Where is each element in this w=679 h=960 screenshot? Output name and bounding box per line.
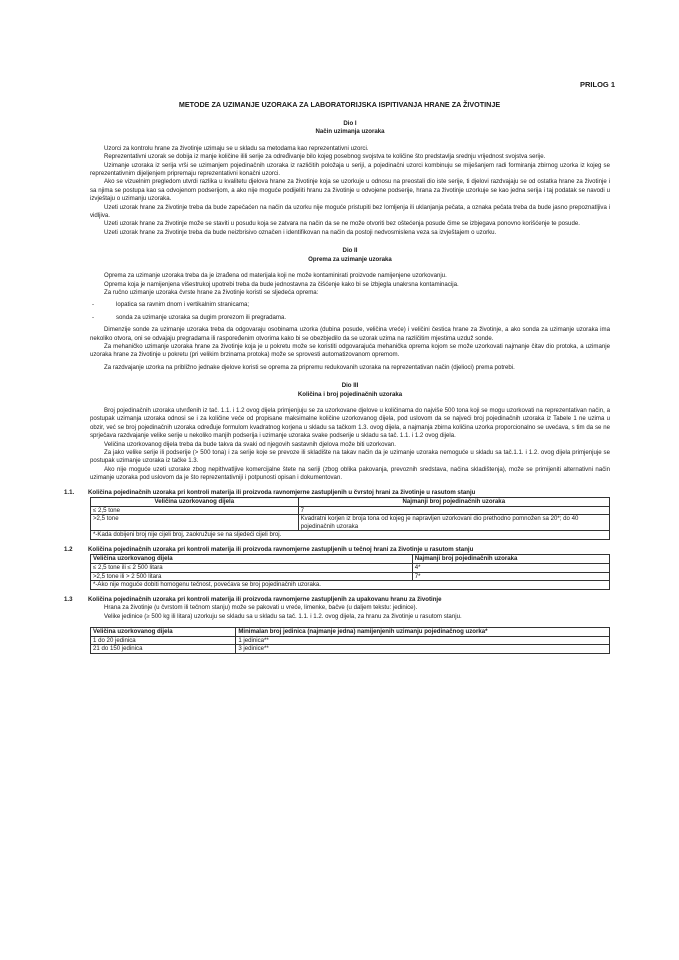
paragraph: Reprezentativni uzorak se dobija iz manje količine ilili serije za određivanje bilo kojeg posebnog svojstva te količine što predstavlja srednju vrijednost svojstva serije.	[104, 153, 546, 161]
table-row	[91, 531, 610, 540]
part1-subheading: Način uzimanja uzoraka	[315, 128, 385, 136]
paragraph: Za jako velike serije ili podserije (> 500 tona) i za serije koje se prevoze ili skladište na takav način da je uzimanje uzoraka nemoguće u skladu sa tač.1.1. i 1.2. ovog dijela primjenjuje se postupak uzimanje uzoraka iz tačke 1.3.	[90, 449, 610, 465]
part2-heading: Dio II	[342, 247, 358, 255]
paragraph: Za ručno uzimanje uzoraka čvrste hrane za životinje koristi se sljedeća oprema:	[104, 288, 319, 296]
table-row	[91, 572, 610, 581]
table-cell: 21 do 150 jedinica	[91, 645, 236, 654]
table-1-1	[90, 497, 610, 540]
paragraph: Uzeti uzorak hrane za životinje treba da bude zapečaćen na način da uzorku nije moguće pristupiti bez lomljenja ili uklanjanja pečata, a oznaka pečata treba da bude jasno prepoznatljiva i vidljiva.	[90, 203, 610, 220]
paragraph: Za mehaničko uzimanje uzoraka hrane za životinje koja je u pokretu može se koristiti odgovarajuća mehanička oprema kojom se može uzorkovati najmanje čitav dio protoka, a uzimanje uzoraka hrane za životinje u pokretu (pri velikim brzinama protoka) može se sprovesti automatizovanom opremom.	[90, 342, 610, 359]
paragraph: Uzeti uzorak hrane za životinje treba da bude neizbrisivo označen i identifikovan na način da postoji nedvosmislena veza sa izvještajem o uzorku.	[104, 228, 497, 236]
table-cell: ≤ 2,5 tone ili ≤ 2 500 litara	[91, 564, 413, 573]
table-row	[91, 506, 610, 515]
part3-heading: Dio III	[341, 382, 359, 390]
table-row	[91, 515, 610, 531]
paragraph: Uzeti uzorak hrane za životinje može se staviti u posudu koja se zatvara na način da se ne može otvoriti bez oštećenja posude čime se izbjegava ponovno korišćenje te posude.	[104, 220, 580, 228]
table-row	[91, 581, 610, 590]
table-row	[91, 564, 610, 573]
section-1-3-title	[64, 596, 610, 604]
section-title-text: Količina pojedinačnih uzoraka pri kontroli materija ili proizvoda ravnomjerne zastupljenih za upakovanu hranu za životinje	[88, 595, 442, 603]
table-header: Veličina uzorkovanog dijela	[91, 628, 236, 637]
section-1-2-title	[64, 546, 610, 554]
paragraph: Ako nije moguće uzeti uzorake zbog nepithvatljive komercijalne štete na seriji (zbog oblika pakovanja, prevoznih sredstava, načina skladištenja), može se primijeniti alternativni način uzimanje uzoraka pod uslovom da je što reprezentativniji i potpunosti opisan i dokumentovan.	[90, 465, 610, 482]
table-note: *-Ako nije moguće dobiti homogenu tečnost, povećava se broj pojedinačnih uzoraka.	[91, 581, 610, 590]
paragraph: Oprema za uzimanje uzoraka treba da je izrađena od materijala koji ne može kontaminirati proizvode namijenjene uzorkovanju.	[104, 272, 447, 280]
paragraph: Za razdvajanje uzorka na približno jednake djelove koristi se oprema za pripremu redukovanih uzoraka na reprezentativan način (djelioci) prema potrebi.	[104, 363, 515, 371]
list-item: - sonda za uzimanje uzoraka sa dugim prorezom ili pregradama.	[90, 314, 610, 322]
part1-heading: Dio I	[343, 120, 357, 127]
paragraph: Veličina uzorkovanog dijela treba da bude takva da svaki od njegovih sastavnih djelova može biti uzorkovan.	[104, 440, 397, 448]
equipment-list	[90, 301, 610, 322]
section-1-1-title	[64, 489, 610, 497]
table-1-3	[90, 627, 610, 654]
table-header: Veličina uzorkovanog dijela	[91, 555, 413, 564]
part2-subheading: Oprema za uzimanje uzoraka	[308, 255, 392, 263]
table-cell: 1 jedinica**	[236, 636, 610, 645]
paragraph: Oprema koja je namijenjena višestrukoj upotrebi treba da bude jednostavna za čišćenje kako bi se izbjegla unakrsna kontaminacija.	[104, 280, 459, 288]
document-title: METODE ZA UZIMANJE UZORAKA ZA LABORATORIJSKA ISPITIVANJA HRANE ZA ŽIVOTINJE	[178, 100, 501, 109]
part3-subheading: Količina i broj pojedinačnih uzoraka	[297, 390, 403, 398]
table-header: Najmanji broj pojedinačnih uzoraka	[298, 498, 609, 507]
table-cell: >2,5 tone	[91, 515, 299, 531]
section-number: 1.2	[64, 546, 73, 553]
document-body	[64, 114, 610, 656]
table-header: Najmanji broj pojedinačnih uzoraka	[412, 555, 609, 564]
table-row	[91, 636, 610, 645]
table-cell: Kvadratni korjen iz broja tona od kojeg je napravljen uzorkovani dio prethodno pomnožen sa 20*; do 40 pojedinačnih uzoraka	[298, 515, 609, 531]
paragraph: Uzimanje uzoraka iz serija vrši se uzimanjem pojedinačnih uzoraka iz različitih položaja u seriji, a pojedinačni uzorci kombinuju se miješanjem radi formiranja zbirnog uzorka iz kojeg se reprezentativnim dijeljenjem pripremaju reprezentativni konačni uzorci.	[90, 161, 610, 178]
table-row	[91, 645, 610, 654]
paragraph: Broj pojedinačnih uzoraka utvrđenih iz tač. 1.1. i 1.2 ovog dijela primjenjuju se za uzorkovane djelove u količinama do najviše 500 tona koji se mogu uzorkovati na reprezentativan način, a postupak uzimanja uzoraka odnosi se i za količine veće od propisane maksimalne količine uzorkovanog dijela, pod uslovom da se najveći broj pojedinačnih uzoraka iz Tabele 1 ne uzima u obzir, već se broj pojedinačnih uzoraka određuje formulom kvadratnog korjena u skladu sa tačkom 1.3. ovog dijela, a najmanja zbirna količina uzorka proporcionalno se uvećava, s tim da se ne sprječava razdvajanje velike serije u nekoliko manjih podserija i uzimanje uzoraka svake podserije u skladu sa tač. 1.1. i 1.2 ovog dijela.	[90, 406, 610, 440]
table-cell: >2,5 tone ili > 2 500 litara	[91, 572, 413, 581]
annex-label: PRILOG 1	[579, 80, 615, 89]
paragraph: Ako se vizuelnim pregledom utvrdi razlika u kvalitetu djelova hrane za životinje koja se uzorkuje u odnosu na preostali dio iste serije, ti djelovi razdvajaju se od ostatka hrane za životinje i sa njima se postupa kao sa odvojenom podserijom, a ako nije moguće podijeliti hranu za životinje u odvojene podserije, hrana za životinje uzorkuje se kao jedna serija i taj podatak se navodi u izvještaju o uzimanju uzoraka.	[90, 178, 610, 203]
table-cell: 4*	[412, 564, 609, 573]
table-1-2	[90, 554, 610, 589]
table-cell: ≤ 2,5 tone	[91, 506, 299, 515]
table-cell: 7*	[412, 572, 609, 581]
paragraph: Velike jedinice (≥ 500 kg ili litara) uzorkuju se skladu sa u skladu sa tač. 1.1. i 1.2. ovog dijela, za hranu za životinje u rasutom stanju.	[104, 612, 462, 620]
paragraph: Uzorci za kontrolu hrane za životinje uzimaju se u skladu sa metodama kao reprezentativni uzorci.	[104, 144, 369, 152]
table-cell: 3 jedinice**	[236, 645, 610, 654]
list-item: - lopatica sa ravnim dnom i vertikalnim stranicama;	[90, 301, 610, 309]
section-title-text: Količina pojedinačnih uzoraka pri kontroli materija ili proizvoda ravnomjerne zastupljenih u čvrstoj hrani za životinje u rasutom stanju	[88, 488, 476, 496]
table-header: Veličina uzorkovanog dijela	[91, 498, 299, 507]
table-cell: 1 do 20 jedinica	[91, 636, 236, 645]
table-note: *-Kada dobijeni broj nije cijeli broj, zaokružuje se na sljedeći cijeli broj.	[91, 531, 610, 540]
section-number: 1.1.	[64, 488, 75, 496]
section-title-text: Količina pojedinačnih uzoraka pri kontroli materija ili proizvoda ravnomjerne zastupljenih u tečnoj hrani za životinje u rasutom stanju	[88, 546, 474, 553]
paragraph: Hrana za životinje (u čvrstom ili tečnom stanju) može se pakovati u vreće, limenke, bačve (u daljem tekstu: jedinice).	[104, 604, 418, 612]
section-number: 1.3	[64, 595, 73, 603]
paragraph: Dimenzije sonde za uzimanje uzoraka treba da odgovaraju osobinama uzorka (dubina posude, veličina vreće) i veličini čestica hrane za životinje, a ako sonda za uzimanje uzoraka ima nekoliko otvora, oni se odvajaju pregradama ili raspoređenim otvorima kako bi se obezbjedilo da se uzorak uzima na različitim mjestima uzduž sonde.	[90, 326, 610, 342]
table-header: Minimalan broj jedinica (najmanje jedna) namijenjenih uzimanju pojedinačnog uzorka*	[236, 628, 610, 637]
table-cell: 7	[298, 506, 609, 515]
